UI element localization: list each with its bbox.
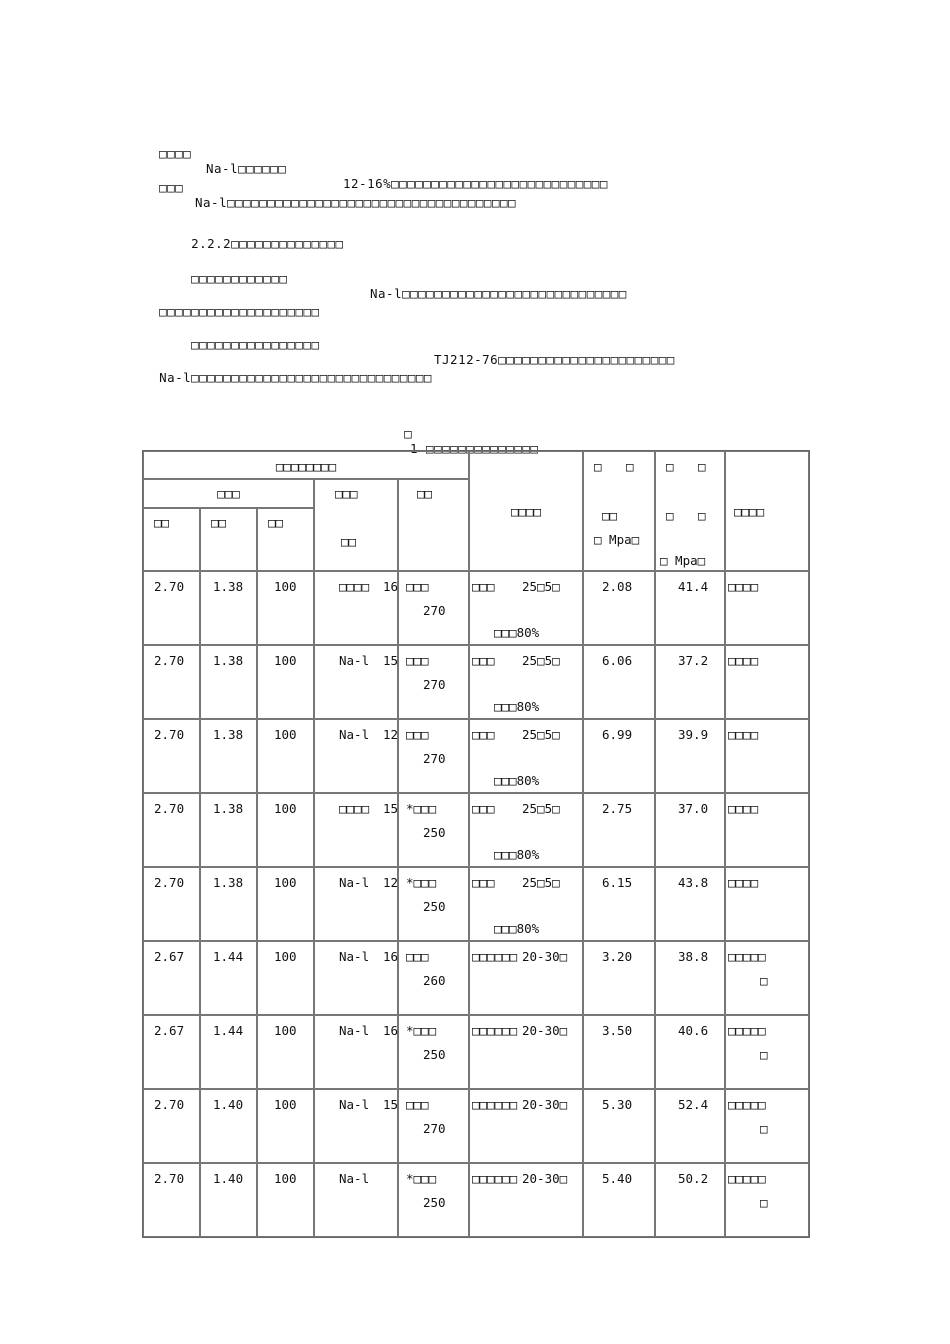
cell-curing: □□□□□□ 20-30□ — [469, 941, 583, 1015]
cell-cement: □□□ 260 — [398, 941, 469, 1015]
cell-ratio: 1.40 — [200, 1089, 257, 1163]
cell-strength-2: 39.9 — [655, 719, 725, 793]
paragraph-line-7: Na-l□□□□□□□□□□□□□□□□□□□□□□□□□□□□□□ — [159, 370, 432, 385]
cell-strength-1: 5.30 — [583, 1089, 655, 1163]
cell-base: 100 — [257, 1089, 314, 1163]
cell-strength-2: 38.8 — [655, 941, 725, 1015]
cell-strength-2: 43.8 — [655, 867, 725, 941]
cell-ratio: 1.38 — [200, 719, 257, 793]
cell-admixture: Na-l 15 — [314, 645, 398, 719]
header-c3: □□ — [257, 508, 314, 571]
header-sub1: □□□ — [143, 479, 314, 508]
cell-strength-2: 37.0 — [655, 793, 725, 867]
cell-cement: □□□ 270 — [398, 571, 469, 645]
cell-density: 2.70 — [143, 793, 200, 867]
cell-strength-1: 3.50 — [583, 1015, 655, 1089]
cell-curing: □□□ 25□5□ □□□80% — [469, 645, 583, 719]
cell-strength-2: 37.2 — [655, 645, 725, 719]
cell-admixture: Na-l 16 — [314, 941, 398, 1015]
cell-strength-1: 6.99 — [583, 719, 655, 793]
cell-note: □□□□ — [725, 645, 809, 719]
cell-strength-1: 3.20 — [583, 941, 655, 1015]
cell-ratio: 1.44 — [200, 1015, 257, 1089]
table-row — [143, 793, 809, 867]
cell-density: 2.70 — [143, 1089, 200, 1163]
table-row — [143, 941, 809, 1015]
cell-admixture: Na-l 15 — [314, 1089, 398, 1163]
table-row — [143, 1015, 809, 1089]
cell-strength-2: 41.4 — [655, 571, 725, 645]
cell-cement: □□□ 270 — [398, 1089, 469, 1163]
cell-density: 2.67 — [143, 1015, 200, 1089]
cell-cement: *□□□ 250 — [398, 793, 469, 867]
paragraph-line-2: □□□ Na-l□□□□□□□□□□□□□□□□□□□□□□□□□□□□□□□□□□□□ — [159, 180, 517, 210]
cell-note: □□□□□ □ — [725, 1163, 809, 1237]
cell-curing: □□□ 25□5□ □□□80% — [469, 719, 583, 793]
cell-ratio: 1.38 — [200, 571, 257, 645]
cell-base: 100 — [257, 719, 314, 793]
paragraph-line-6: □□□□□□□□□□□□□□□□ TJ212-76□□□□□□□□□□□□□□□□□□□□□□ — [191, 337, 675, 367]
cell-note: □□□□ — [725, 793, 809, 867]
table-row — [143, 867, 809, 941]
cell-curing: □□□□□□ 20-30□ — [469, 1015, 583, 1089]
cell-note: □□□□□ □ — [725, 941, 809, 1015]
cell-curing: □□□ 25□5□ □□□80% — [469, 867, 583, 941]
header-sub2: □□□ □□ — [314, 479, 398, 571]
cell-density: 2.70 — [143, 645, 200, 719]
cell-note: □□□□ — [725, 719, 809, 793]
cell-base: 100 — [257, 571, 314, 645]
cell-admixture: Na-l 12 — [314, 867, 398, 941]
cell-strength-1: 6.15 — [583, 867, 655, 941]
cell-cement: □□□ 270 — [398, 645, 469, 719]
cell-base: 100 — [257, 1163, 314, 1237]
cell-strength-2: 52.4 — [655, 1089, 725, 1163]
cell-base: 100 — [257, 867, 314, 941]
cell-admixture: □□□□ 16 — [314, 571, 398, 645]
table-caption: □ 1 □□□□□□□□□□□□□□ — [404, 426, 539, 456]
cell-density: 2.70 — [143, 719, 200, 793]
header-group: □□□□□□□□ — [143, 451, 469, 479]
cell-strength-2: 50.2 — [655, 1163, 725, 1237]
cell-base: 100 — [257, 793, 314, 867]
cell-curing: □□□□□□ 20-30□ — [469, 1089, 583, 1163]
cell-strength-1: 6.06 — [583, 645, 655, 719]
cell-admixture: Na-l 12 — [314, 719, 398, 793]
section-heading: 2.2.2□□□□□□□□□□□□□□ — [191, 236, 344, 251]
cell-curing: □□□ 25□5□ □□□80% — [469, 793, 583, 867]
cell-note: □□□□□ □ — [725, 1015, 809, 1089]
cell-ratio: 1.44 — [200, 941, 257, 1015]
table-row — [143, 719, 809, 793]
cell-base: 100 — [257, 1015, 314, 1089]
cell-curing: □□□ 25□5□ □□□80% — [469, 571, 583, 645]
cell-cement: *□□□ 250 — [398, 867, 469, 941]
data-table — [142, 450, 810, 1238]
header-cure: □□□□ — [469, 451, 583, 571]
cell-admixture: □□□□ 15 — [314, 793, 398, 867]
header-c1: □□ — [143, 508, 200, 571]
cell-density: 2.67 — [143, 941, 200, 1015]
cell-strength-1: 2.08 — [583, 571, 655, 645]
header-c2: □□ — [200, 508, 257, 571]
table-row — [143, 1163, 809, 1237]
cell-density: 2.70 — [143, 1163, 200, 1237]
header-strength-2: □ □ □ □ □ Mpa□ — [655, 451, 725, 571]
cell-density: 2.70 — [143, 867, 200, 941]
cell-cement: *□□□ 250 — [398, 1163, 469, 1237]
table-row — [143, 645, 809, 719]
cell-ratio: 1.40 — [200, 1163, 257, 1237]
cell-strength-2: 40.6 — [655, 1015, 725, 1089]
cell-strength-1: 5.40 — [583, 1163, 655, 1237]
header-strength-1: □ □ □□ □ Mpa□ — [583, 451, 655, 571]
cell-admixture: Na-l — [314, 1163, 398, 1237]
table-row — [143, 571, 809, 645]
paragraph-line-1: □□□□ Na-l□□□□□□ 12-16%□□□□□□□□□□□□□□□□□□□□□□□□□□□ — [159, 146, 608, 191]
cell-strength-1: 2.75 — [583, 793, 655, 867]
cell-ratio: 1.38 — [200, 793, 257, 867]
header-sub3: □□ — [398, 479, 469, 571]
cell-base: 100 — [257, 941, 314, 1015]
paragraph-line-5: □□□□□□□□□□□□□□□□□□□□ — [159, 304, 320, 319]
cell-ratio: 1.38 — [200, 867, 257, 941]
cell-admixture: Na-l 16 — [314, 1015, 398, 1089]
cell-note: □□□□ — [725, 867, 809, 941]
table-row — [143, 1089, 809, 1163]
header-note: □□□□ — [725, 451, 809, 571]
cell-curing: □□□□□□ 20-30□ — [469, 1163, 583, 1237]
cell-cement: *□□□ 250 — [398, 1015, 469, 1089]
cell-note: □□□□ — [725, 571, 809, 645]
cell-base: 100 — [257, 645, 314, 719]
cell-ratio: 1.38 — [200, 645, 257, 719]
cell-cement: □□□ 270 — [398, 719, 469, 793]
cell-density: 2.70 — [143, 571, 200, 645]
cell-note: □□□□□ □ — [725, 1089, 809, 1163]
paragraph-line-4: □□□□□□□□□□□□ Na-l□□□□□□□□□□□□□□□□□□□□□□□□□□□□ — [191, 271, 627, 301]
